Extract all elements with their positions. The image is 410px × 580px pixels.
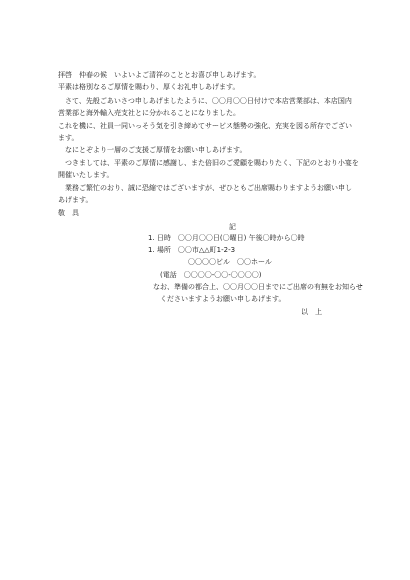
detail-place: 1. 場所 〇〇市△△町1-2-3 xyxy=(148,246,236,254)
body-line: さて、先般ごあいさつ申しあげましたように、〇〇月〇〇日付けで本店営業部は、本店国内 xyxy=(58,97,352,105)
note-line: くださいますようお願い申しあげます。 xyxy=(160,295,286,303)
body-line: 開催いたします。 xyxy=(58,171,114,179)
closing-ijo: 以 上 xyxy=(301,308,322,316)
body-line: 業務ご繁忙のおり、誠に恐縮ではございますが、ぜひともご出席賜わりますようお願い申し xyxy=(58,184,352,192)
detail-phone: (電話 〇〇〇〇-〇〇-〇〇〇〇) xyxy=(160,271,262,279)
body-line: これを機に、社員一同いっそう気を引き締めてサービス態勢の強化、充実を図る所存でござい xyxy=(58,122,352,130)
body-line: つきましては、平素のご厚情に感謝し、また倍旧のご愛顧を賜わりたく、下記のとおり小宴を xyxy=(58,159,359,167)
detail-building: 〇〇〇〇ビル 〇〇ホール xyxy=(188,258,272,266)
body-line: 平素は格別なるご厚情を賜わり、厚くお礼申しあげます。 xyxy=(58,83,240,91)
ki-heading: 記 xyxy=(229,223,236,231)
body-line: 営業部と海外輸入売支社とに分かれることになりました。 xyxy=(58,109,240,117)
detail-date: 1. 日時 〇〇月〇〇日(〇曜日) 午後〇時から〇時 xyxy=(148,234,305,242)
note-line: なお、準備の都合上、〇〇月〇〇日までにご出席の有無をお知らせ xyxy=(153,283,363,291)
greeting-line: 拝啓 仲春の候 いよいよご清祥のこととお喜び申しあげます。 xyxy=(58,71,261,79)
body-line: なにとぞより一層のご支援ご厚情をお願い申しあげます。 xyxy=(58,146,247,154)
body-line: あげます。 xyxy=(58,196,93,204)
body-line: ます。 xyxy=(58,134,79,142)
closing-keigu: 敬 具 xyxy=(58,209,79,217)
